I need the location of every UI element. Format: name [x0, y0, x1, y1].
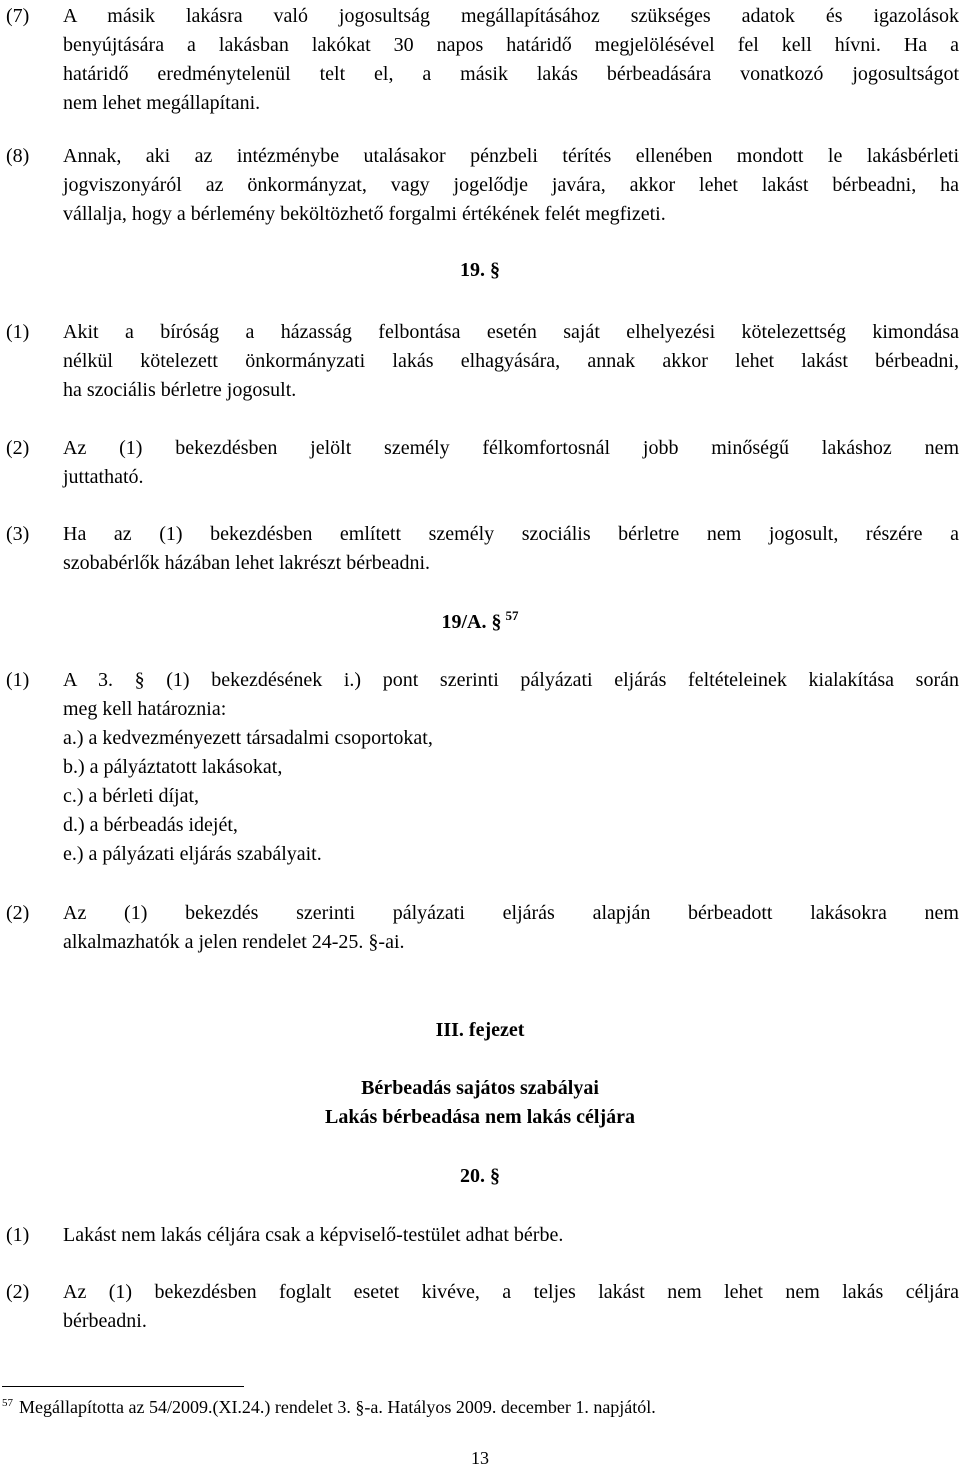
footnote-number: 57	[2, 1397, 13, 1409]
paragraph-text	[63, 434, 959, 492]
text-line: Az (1) bekezdésben jelölt személy félkomfortosnál jobb minőségű lakáshoz nem	[63, 437, 959, 459]
chapter-subtitle: Lakás bérbeadása nem lakás céljára	[325, 1106, 635, 1128]
paragraph-number: (2)	[6, 437, 30, 459]
text-line: Annak, aki az intézménybe utalásakor pénzbeli térítés ellenében mondott le lakásbérleti	[63, 145, 959, 167]
paragraph-text	[63, 318, 959, 405]
footnote	[2, 1396, 656, 1421]
list-item: e.) a pályázati eljárás szabályait.	[63, 843, 322, 865]
paragraph-number: (2)	[6, 902, 30, 924]
text-line: nélkül kötelezett önkormányzati lakás elhagyására, annak akkor lehet lakást bérbeadni,	[63, 350, 959, 372]
section-heading-20: 20. §	[460, 1165, 500, 1187]
text-line: benyújtására a lakásban lakókat 30 napos határidő megjelölésével fel kell hívni. Ha a	[63, 34, 959, 56]
text-line: Akit a bíróság a házasság felbontása esetén saját elhelyezési kötelezettség kimondása	[63, 321, 959, 343]
list-item: b.) a pályáztatott lakásokat,	[63, 756, 283, 778]
text-line: alkalmazhatók a jelen rendelet 24-25. §-ai.	[63, 931, 405, 953]
text-line: A 3. § (1) bekezdésének i.) pont szerinti pályázati eljárás feltételeinek kialakítása során	[63, 669, 959, 691]
text-line: A másik lakásra való jogosultság megállapításához szükséges adatok és igazolások	[63, 5, 959, 27]
section-heading-19: 19. §	[460, 259, 500, 281]
section-heading-19a	[0, 608, 960, 638]
text-line: határidő eredménytelenül telt el, a másik lakás bérbeadására vonatkozó jogosultságot	[63, 63, 959, 85]
chapter-subtitle: Bérbeadás sajátos szabályai	[361, 1077, 599, 1099]
list-item: d.) a bérbeadás idejét,	[63, 814, 238, 836]
paragraph-text	[63, 142, 959, 229]
text-line: vállalja, hogy a bérlemény beköltözhető forgalmi értékének felét megfizeti.	[63, 203, 666, 225]
footnote-reference: 57	[505, 608, 519, 623]
paragraph-number: (1)	[6, 321, 30, 343]
paragraph-number: (3)	[6, 523, 30, 545]
text-line: Lakást nem lakás céljára csak a képviselő-testület adhat bérbe.	[63, 1224, 564, 1246]
paragraph-number: (8)	[6, 145, 30, 167]
section-title: 19/A. §	[441, 611, 502, 633]
paragraph-text	[63, 520, 959, 578]
paragraph-number: (1)	[6, 1224, 30, 1246]
paragraph-number: (7)	[6, 5, 30, 27]
paragraph-text	[63, 2, 959, 118]
paragraph-text	[63, 1221, 959, 1250]
page-number: 13	[471, 1448, 489, 1468]
text-line: jogviszonyáról az önkormányzat, vagy jogelődje javára, akkor lehet lakást bérbeadni, ha	[63, 174, 959, 196]
paragraph-number: (1)	[6, 669, 30, 691]
text-line: bérbeadni.	[63, 1310, 147, 1332]
list-item: a.) a kedvezményezett társadalmi csoportokat,	[63, 727, 433, 749]
list-item: c.) a bérleti díjat,	[63, 785, 200, 807]
text-line: juttatható.	[63, 466, 144, 488]
text-line: Az (1) bekezdés szerinti pályázati eljárás alapján bérbeadott lakásokra nem	[63, 902, 959, 924]
text-line: ha szociális bérletre jogosult.	[63, 379, 297, 401]
text-line: szobabérlők házában lehet lakrészt bérbeadni.	[63, 552, 431, 574]
footnote-separator	[2, 1386, 244, 1387]
text-line: nem lehet megállapítani.	[63, 92, 261, 114]
paragraph-text	[63, 899, 959, 957]
text-line: Ha az (1) bekezdésben említett személy szociális bérletre nem jogosult, részére a	[63, 523, 959, 545]
footnote-text: Megállapította az 54/2009.(XI.24.) rendelet 3. §-a. Hatályos 2009. december 1. napjától.	[19, 1397, 656, 1417]
text-line: meg kell határoznia:	[63, 698, 227, 720]
paragraph-text	[63, 666, 959, 869]
text-line: Az (1) bekezdésben foglalt esetet kivéve, a teljes lakást nem lehet nem lakás céljára	[63, 1281, 959, 1303]
paragraph-number: (2)	[6, 1281, 30, 1303]
paragraph-text	[63, 1278, 959, 1336]
chapter-title: III. fejezet	[435, 1019, 525, 1041]
